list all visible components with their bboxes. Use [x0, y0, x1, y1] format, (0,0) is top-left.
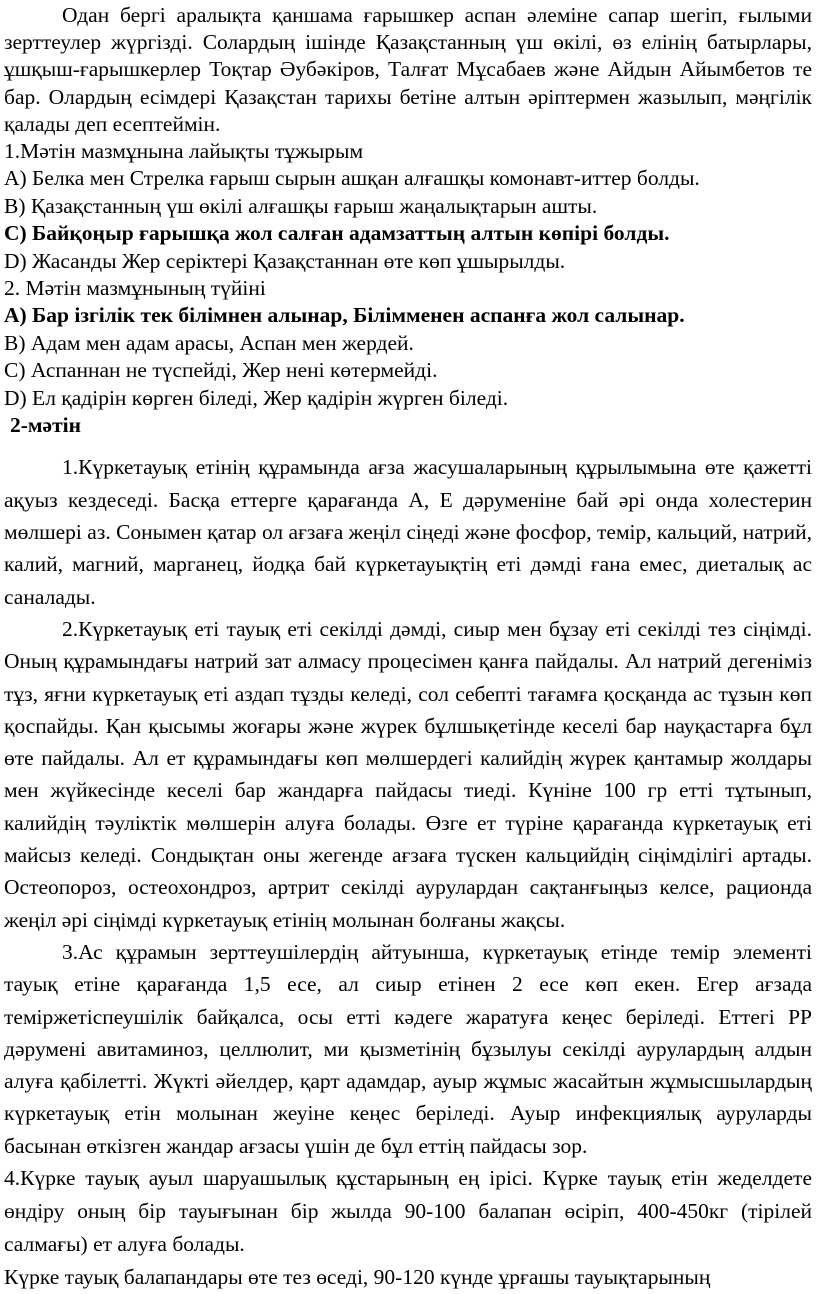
question-2 [4, 275, 812, 412]
text-2-heading: 2-мәтін [10, 413, 82, 438]
question-2-option-a-answer: А) Бар ізгілік тек білімнен алынар, Білімменен аспанға жол салынар. [4, 303, 685, 328]
question-2-option-d: D) Ел қадірін көрген біледі, Жер қадірін жүрген біледі. [4, 385, 509, 410]
text-2-paragraph-1: 1.Күркетауық етінің құрамында ағза жасушаларының құрылымына өте қажетті ақуыз кездеседі. Басқа еттерге қарағанда А, Е дәруменіне бай әрі онда холестерин мөлшері аз. Сонымен қатар ол ағзаға жеңіл сіңеді және фосфор, темір, кальций, натрий, калий, магний, марганец, йодқа бай күркетауықтің еті дәмді ғана емес, диеталық ас саналады. [4, 455, 812, 609]
question-1-option-a: А) Белка мен Стрелка ғарыш сырын ашқан алғашқы комонавт-иттер болды. [4, 166, 700, 191]
text-2-paragraph-5: Күрке тауық балапандары өте тез өседі, 90-120 күнде ұрғашы тауықтарының [4, 1265, 711, 1290]
text-2-body [4, 451, 812, 1294]
question-2-title: 2. Мәтін мазмұнының түйіні [4, 276, 266, 301]
question-1-option-c-answer: С) Байқоңыр ғарышқа жол салған адамзаттың алтын көпірі болды. [4, 221, 670, 246]
question-1-option-b: В) Қазақстанның үш өкілі алғашқы ғарыш жаңалықтарын ашты. [4, 193, 598, 218]
text-2-paragraph-2: 2.Күркетауық еті тауық еті секілді дәмді, сиыр мен бұзау еті секілді тез сіңімді. Оның құрамындағы натрий зат алмасу процесімен қанға пайдалы. Ал натрий дегеніміз тұз, яғни күркетауық еті аздап тұзды келеді, сол себепті тағамға қосқанда ас тұзын көп қоспайды. Қан қысымы жоғары және жүрек бұлшықетінде кеселі бар науқастарға бұл өте пайдалы. Ал ет құрамындағы көп мөлшердегі калийдің жүрек қантамыр жолдары мен жүйкесінде кеселі бар жандарға пайдасы тиеді. Күніне 100 гр етті тұтынып, калийдің тәуліктік мөлшерін алуға болады. Өзге ет түріне қарағанда күркетауық еті майсыз келеді. Сондықтан оны жегенде ағзаға түскен кальцийдің сіңімділігі артады. Остеопороз, остеохондроз, артрит секілді аурулардан сақтанғыңыз келсе, рационда жеңіл әрі сіңімді күркетауық етінің молынан болғаны жақсы. [4, 616, 812, 932]
text-2-paragraph-4: 4.Күрке тауық ауыл шаруашылық құстарының ең ірісі. Күрке тауық етін жеделдете өндіру оның бір тауығынан бір жылда 90-100 балапан өсіріп, 400-450кг (тірілей салмағы) ет алуға болады. [4, 1166, 812, 1257]
question-2-option-c: С) Аспаннан не түспейді, Жер нені көтермейді. [4, 358, 438, 383]
question-1-option-d: D) Жасанды Жер серіктері Қазақстаннан өте көп ұшырылды. [4, 248, 566, 273]
intro-paragraph: Одан бергі аралықта қаншама ғарышкер аспан әлеміне сапар шегіп, ғылыми зерттеулер жүргізді. Солардың ішінде Қазақстанның үш өкілі, өз елінің батырлары, ұшқыш-ғарышкерлер Тоқтар Әубәкіров, Талғат Мұсабаев және Айдын Айымбетов те бар. Олардың есімдері Қазақстан тарихы бетіне алтын әріптермен жазылып, мәңгілік қалады деп есептеймін. [4, 3, 812, 136]
question-2-option-b: В) Адам мен адам арасы, Аспан мен жердей. [4, 330, 414, 355]
text-2-paragraph-3: 3.Ас құрамын зерттеушілердің айтуынша, күркетауық етінде темір элементі тауық етіне қарағанда 1,5 есе, ал сиыр етінен 2 есе көп екен. Егер ағзада теміржетіспеушілік байқалса, осы етті кәдеге жаратуға кеңес беріледі. Еттегі РР дәрумені авитаминоз, целлюлит, ми қызметінің бұзылуы секілді аурулардың алдын алуға қабілетті. Жүкті әйелдер, қарт адамдар, ауыр жұмыс жасайтын жұмысшылардың күркетауық етін молынан жеуіне кеңес беріледі. Ауыр инфекциялық ауруларды басынан өткізген жандар ағзасы үшін де бұл еттің пайдасы зор. [4, 939, 812, 1158]
question-1-title: 1.Мәтін мазмұнына лайықты тұжырым [4, 139, 364, 164]
question-1 [4, 138, 812, 275]
